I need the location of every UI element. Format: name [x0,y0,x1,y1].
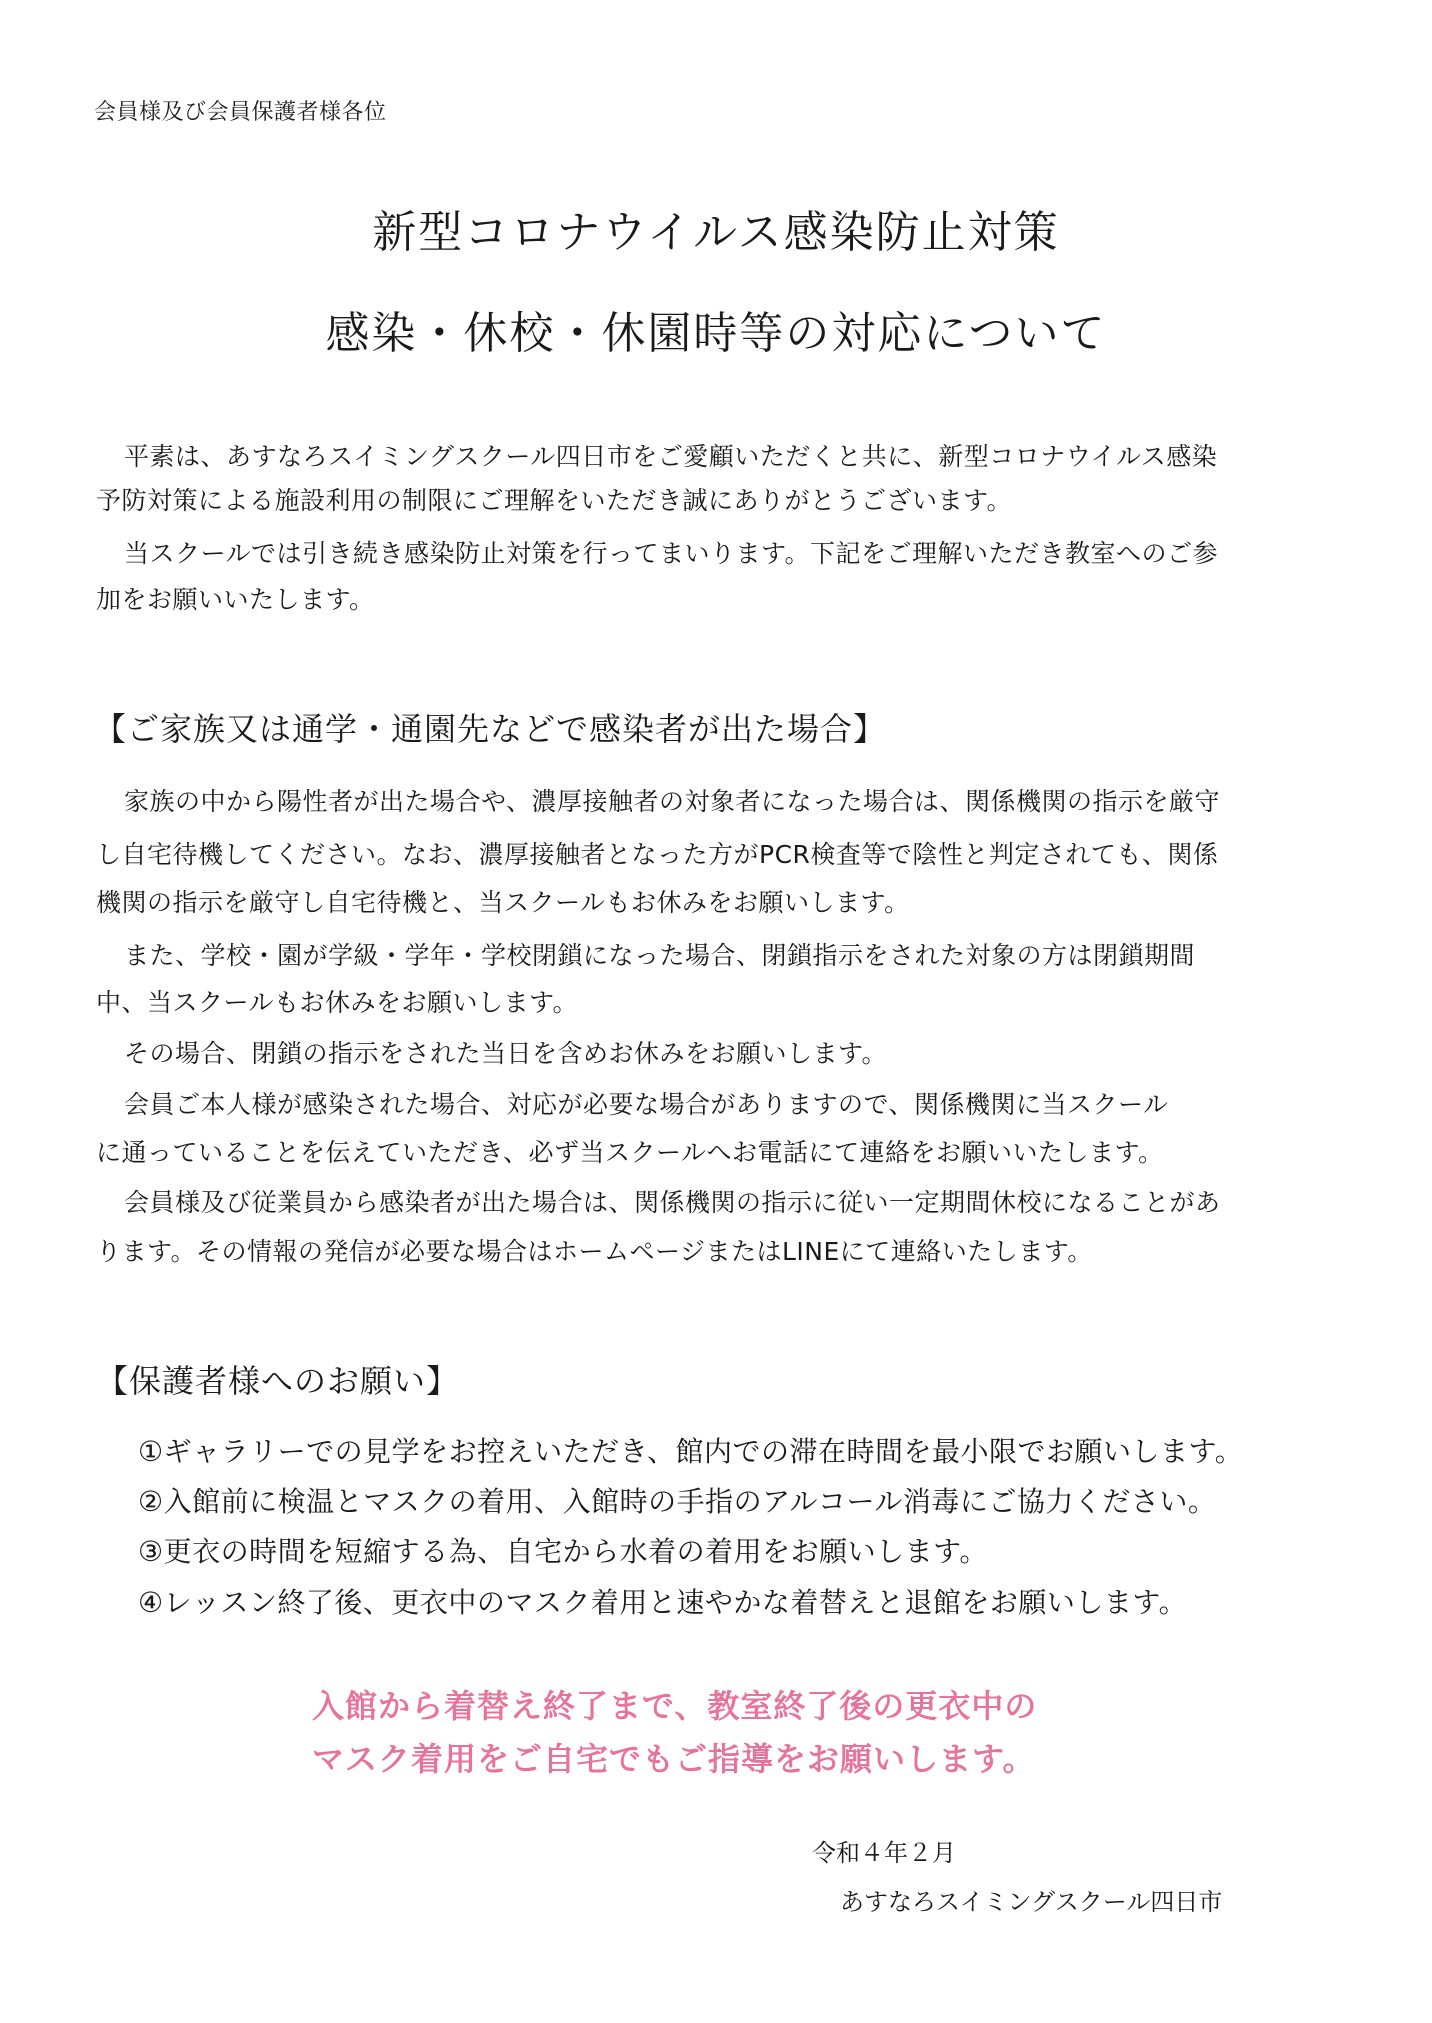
section1-line-9: 会員様及び従業員から感染者が出た場合は、関係機関の指示に従い一定期間休校になることがあ [124,1188,1221,1217]
section1-line-4: また、学校・園が学級・学年・学校閉鎖になった場合、閉鎖指示をされた対象の方は閉鎖期間 [124,941,1196,970]
title-line-2: 感染・休校・休園時等の対応について [325,308,1107,359]
request-item-4: ④レッスン終了後、更衣中のマスク着用と速やかな着替えと退館をお願いします。 [138,1586,1188,1619]
intro-line-3: 当スクールでは引き続き感染防止対策を行ってまいります。下記をご理解いただき教室へのご参 [124,539,1219,568]
request-item-1: ①ギャラリーでの見学をお控えいただき、館内での滞在時間を最小限でお願いします。 [138,1435,1244,1468]
section1-line-5: 中、当スクールもお休みをお願いします。 [96,988,579,1017]
section-heading-guardians: 【保護者様へのお願い】 [96,1362,460,1400]
section1-line-10: ります。その情報の発信が必要な場合はホームページまたはLINEにて連絡いたします。 [96,1237,1093,1266]
section1-line-7: 会員ご本人様が感染された場合、対応が必要な場合がありますので、関係機関に当スクール [124,1090,1169,1119]
intro-line-2: 予防対策による施設利用の制限にご理解をいただき誠にありがとうございます。 [96,486,1013,515]
section1-line-6: その場合、閉鎖の指示をされた当日を含めお休みをお願いします。 [124,1039,888,1068]
section1-line-1: 家族の中から陽性者が出た場合や、濃厚接触者の対象者になった場合は、関係機関の指示を厳守 [124,787,1221,816]
request-item-2: ②入館前に検温とマスクの着用、入館時の手指のアルコール消毒にご協力ください。 [138,1485,1217,1518]
request-item-3: ③更衣の時間を短縮する為、自宅から水着の着用をお願いします。 [138,1535,988,1568]
title-line-1: 新型コロナウイルス感染防止対策 [372,207,1060,258]
section1-line-3: 機関の指示を厳守し自宅待機と、当スクールもお休みをお願いします。 [96,888,910,917]
issue-date: 令和４年２月 [812,1839,956,1867]
addressee: 会員様及び会員保護者様各位 [94,100,387,125]
intro-line-4: 加をお願いいたします。 [96,585,375,614]
section1-line-2: し自宅待機してください。なお、濃厚接触者となった方がPCR検査等で陰性と判定されても、関係 [96,840,1219,869]
notice-line-1: 入館から着替え終了まで、教室終了後の更衣中の [312,1687,1038,1725]
notice-line-2: マスク着用をご自宅でもご指導をお願いします。 [312,1740,1036,1778]
organization-name: あすなろスイミングスクール四日市 [840,1888,1223,1916]
section-heading-family: 【ご家族又は通学・通園先などで感染者が出た場合】 [94,710,887,748]
intro-line-1: 平素は、あすなろスイミングスクール四日市をご愛顧いただくと共に、新型コロナウイルス感染 [124,442,1218,471]
section1-line-8: に通っていることを伝えていただき、必ず当スクールへお電話にて連絡をお願いいたします。 [96,1138,1164,1167]
